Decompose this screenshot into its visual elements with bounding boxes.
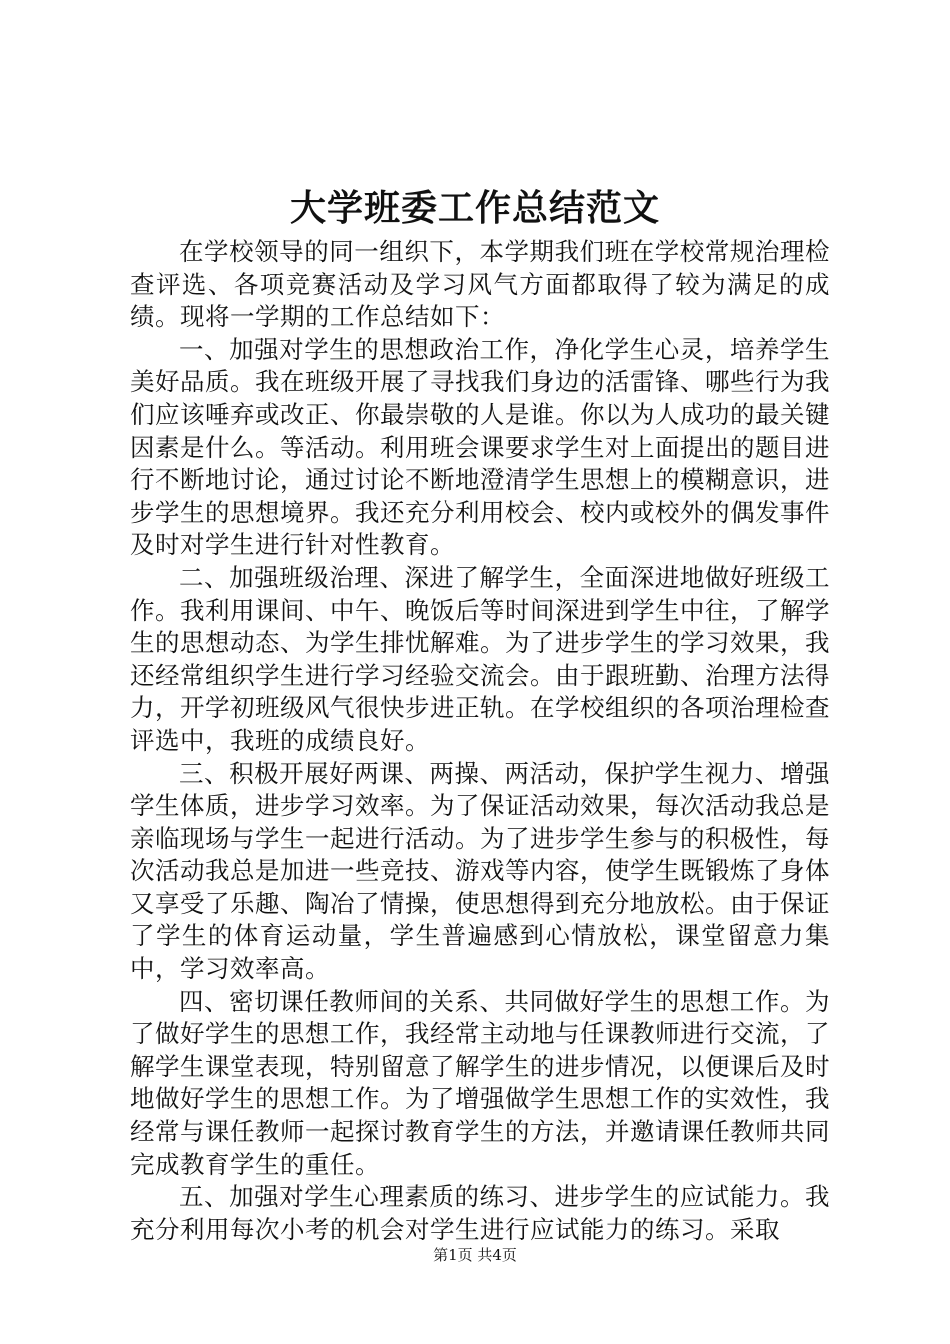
paragraph-section-2: 二、加强班级治理、深进了解学生，全面深进地做好班级工作。我利用课间、中午、晚饭后等时间深进到学生中往，了解学生的思想动态、为学生排忧解难。为了进步学生的学习效果，我还经常组织学生进行学习经验交流会。由于跟班勤、治理方法得力，开学初班级风气很快步进正轨。在学校组织的各项治理检查评选中，我班的成绩良好。	[130, 562, 830, 755]
paragraph-intro: 在学校领导的同一组织下，本学期我们班在学校常规治理检查评选、各项竞赛活动及学习风气方面都取得了较为满足的成绩。现将一学期的工作总结如下：	[130, 237, 830, 332]
page-number-footer: 第1页 共4页	[433, 1246, 517, 1264]
document-title: 大学班委工作总结范文	[289, 187, 660, 229]
paragraph-section-5: 五、加强对学生心理素质的练习、进步学生的应试能力。我充分利用每次小考的机会对学生进行应试能力的练习。采取	[130, 1182, 830, 1244]
paragraph-section-3: 三、积极开展好两课、两操、两活动，保护学生视力、增强学生体质，进步学习效率。为了保证活动效果，每次活动我总是亲临现场与学生一起进行活动。为了进步学生参与的积极性，每次活动我总是加进一些竞技、游戏等内容，使学生既锻炼了身体又享受了乐趣、陶冶了情操，使思想得到充分地放松。由于保证了学生的体育运动量，学生普遍感到心情放松，课堂留意力集中，学习效率高。	[130, 758, 830, 984]
paragraph-section-4: 四、密切课任教师间的关系、共同做好学生的思想工作。为了做好学生的思想工作，我经常主动地与任课教师进行交流，了解学生课堂表现，特别留意了解学生的进步情况，以便课后及时地做好学生的思想工作。为了增强做学生思想工作的实效性，我经常与课任教师一起探讨教育学生的方法，并邀请课任教师共同完成教育学生的重任。	[130, 986, 830, 1179]
paragraph-section-1: 一、加强对学生的思想政治工作，净化学生心灵，培养学生美好品质。我在班级开展了寻找我们身边的活雷锋、哪些行为我们应该唾弃或改正、你最崇敬的人是谁。你以为人成功的最关键因素是什么。等活动。利用班会课要求学生对上面提出的题目进行不断地讨论，通过讨论不断地澄清学生思想上的模糊意识，进步学生的思想境界。我还充分利用校会、校内或校外的偶发事件及时对学生进行针对性教育。	[130, 334, 830, 560]
document-body	[130, 236, 830, 1246]
